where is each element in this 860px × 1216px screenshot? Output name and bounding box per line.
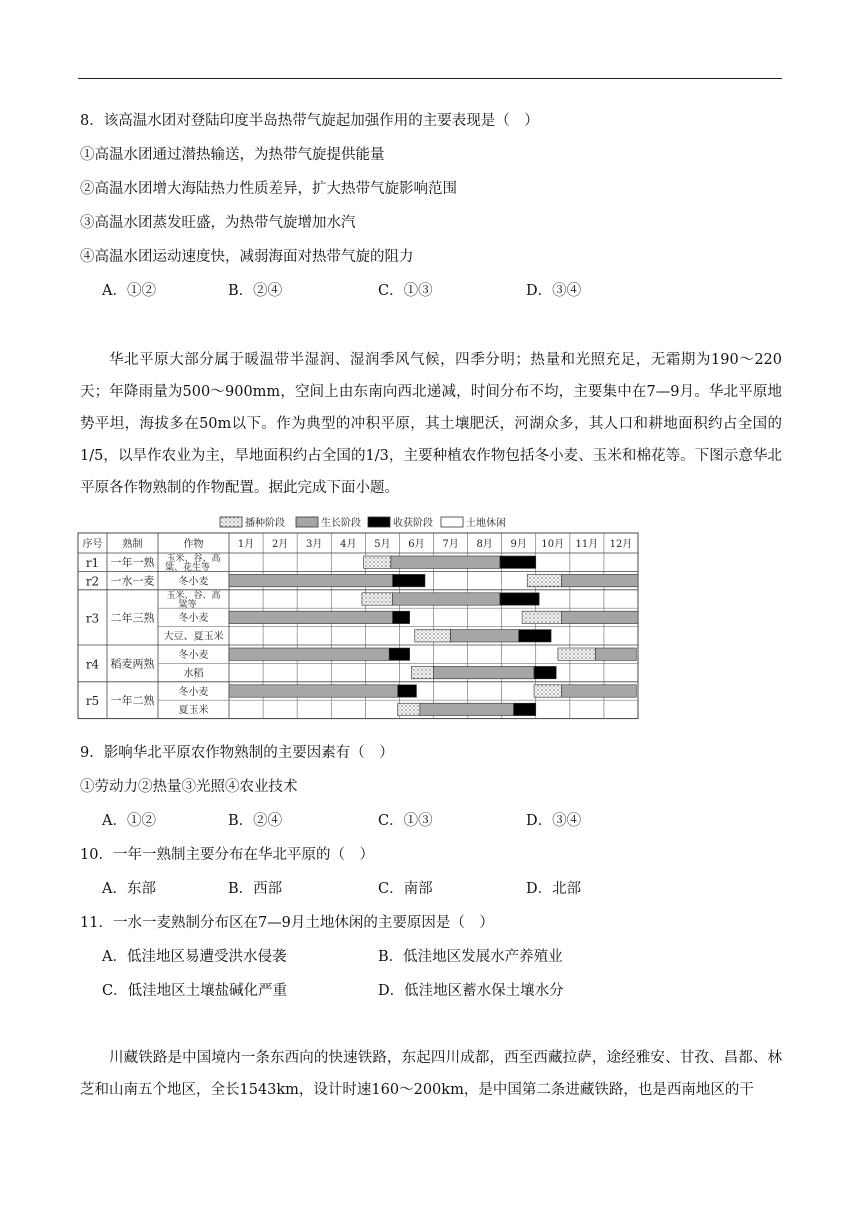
- option-a[interactable]: A．①②: [102, 813, 156, 829]
- question-8-stem: 8．该高温水团对登陆印度半岛热带气旋起加强作用的主要表现是（ ）: [80, 113, 539, 129]
- bar-harvest: [393, 574, 425, 586]
- crop-name: 玉米、谷、高: [166, 590, 221, 601]
- bar-sow: [522, 611, 561, 623]
- crop-name: 粱、花生等: [164, 563, 211, 573]
- month-label: 11月: [575, 539, 599, 550]
- option-a[interactable]: A．①②: [102, 283, 156, 299]
- group-system: 一年二熟: [110, 694, 155, 708]
- group-id: r2: [85, 574, 100, 589]
- group-id: r5: [85, 694, 100, 709]
- question-8-item-4: ④高温水团运动速度快，减弱海面对热带气旋的阻力: [80, 249, 414, 265]
- option-d[interactable]: D．③④: [526, 283, 582, 299]
- month-label: 2月: [271, 539, 289, 550]
- bar-grow: [595, 648, 636, 660]
- bar-harvest: [534, 666, 556, 678]
- legend-swatch-sow: [220, 517, 242, 527]
- group-system: 一水一麦: [110, 574, 155, 588]
- header-0: 序号: [82, 539, 103, 550]
- bar-grow: [229, 574, 393, 586]
- bar-grow: [393, 593, 500, 605]
- bar-grow: [229, 685, 398, 697]
- bar-grow: [229, 611, 393, 623]
- bar-harvest: [500, 593, 539, 605]
- header-1: 熟制: [122, 539, 143, 550]
- bar-grow: [451, 630, 519, 642]
- bar-sow: [527, 574, 561, 586]
- question-8-options: [102, 281, 722, 301]
- bar-grow: [434, 666, 535, 678]
- crop-name: 夏玉米: [178, 705, 209, 717]
- option-b[interactable]: B．西部: [228, 881, 283, 897]
- month-label: 5月: [374, 539, 391, 550]
- bar-harvest: [398, 685, 417, 697]
- bar-sow: [534, 685, 561, 697]
- group-system: 二年三熟: [110, 611, 155, 625]
- legend-label-grow: 生长阶段: [321, 518, 361, 529]
- bar-harvest: [514, 703, 536, 715]
- option-d[interactable]: D．低洼地区蓄水保土壤水分: [378, 983, 564, 999]
- question-8-item-1: ①高温水团通过潜热输送，为热带气旋提供能量: [80, 147, 385, 163]
- month-label: 3月: [306, 539, 323, 550]
- legend-label-harvest: 收获阶段: [393, 518, 433, 529]
- bar-grow: [391, 556, 500, 568]
- crop-name: 冬小麦: [178, 650, 209, 661]
- question-9-options: [102, 811, 722, 831]
- question-11-options-row-1: [102, 947, 722, 967]
- group-id: r1: [85, 556, 100, 571]
- legend-swatch-harvest: [368, 517, 390, 527]
- crop-calendar-figure: [77, 513, 639, 731]
- option-a[interactable]: A．低洼地区易遭受洪水侵袭: [102, 949, 287, 965]
- option-b[interactable]: B．②④: [228, 813, 283, 829]
- bar-sow: [364, 556, 391, 568]
- option-c[interactable]: C．①③: [378, 283, 433, 299]
- crop-name: 冬小麦: [178, 613, 209, 625]
- question-10-options: [102, 879, 722, 899]
- bar-grow: [561, 574, 638, 586]
- bar-grow: [561, 685, 636, 697]
- month-label: 9月: [510, 539, 527, 550]
- crop-name: 粱等: [178, 599, 197, 610]
- option-c[interactable]: C．①③: [378, 813, 433, 829]
- legend-swatch-idle: [441, 517, 463, 527]
- group-system: 一年一熟: [110, 556, 155, 570]
- bar-harvest: [500, 556, 536, 568]
- question-11-options-row-2: [102, 981, 722, 1001]
- bar-grow: [229, 648, 389, 660]
- passage-sichuan-tibet-railway: 川藏铁路是中国境内一条东西向的快速铁路，东起四川成都，西至西藏拉萨，途经雅安、甘孜、昌都、林芝和山南五个地区，全长1543km，设计时速160～200km，是中国第二条进藏铁路，也是西南地区的干: [80, 1050, 782, 1098]
- bar-grow: [561, 611, 638, 623]
- bar-sow: [398, 703, 420, 715]
- option-b[interactable]: B．②④: [228, 283, 283, 299]
- group-id: r3: [85, 611, 100, 626]
- option-c[interactable]: C．低洼地区土壤盐碱化严重: [102, 983, 288, 999]
- bar-sow: [411, 666, 433, 678]
- month-label: 10月: [541, 539, 565, 550]
- legend-label-idle: 土地休闲: [466, 518, 506, 529]
- group-id: r4: [85, 657, 100, 672]
- option-d[interactable]: D．北部: [526, 881, 582, 897]
- header-2: 作物: [183, 539, 204, 550]
- month-label: 4月: [340, 539, 357, 550]
- crop-name: 玉米、谷、高: [166, 554, 221, 564]
- question-9-items: ①劳动力②热量③光照④农业技术: [80, 779, 298, 795]
- bar-harvest: [519, 630, 551, 642]
- month-label: 8月: [476, 539, 493, 550]
- bar-sow: [415, 630, 451, 642]
- crop-name: 冬小麦: [178, 576, 209, 588]
- legend-swatch-grow: [296, 517, 318, 527]
- question-9-stem: 9．影响华北平原农作物熟制的主要因素有（ ）: [80, 745, 394, 761]
- passage-north-china-plain: 华北平原大部分属于暖温带半湿润、湿润季风气候，四季分明；热量和光照充足，无霜期为190～220天；年降雨量为500～900mm，空间上由东南向西北递减，时间分布不均，主要集中在7—9月。华北平原地势平坦，海拔多在50m以下。作为典型的冲积平原，其土壤肥沃，河湖众多，其人口和耕地面积约占全国的1/5，以旱作农业为主，旱地面积约占全国的1/3，主要种植农作物包括冬小麦、玉米和棉花等。下图示意华北平原各作物熟制的作物配置。据此完成下面小题。: [80, 352, 782, 496]
- bar-harvest: [389, 648, 409, 660]
- option-d[interactable]: D．③④: [526, 813, 582, 829]
- month-label: 1月: [237, 539, 255, 550]
- month-label: 6月: [408, 539, 425, 550]
- legend-label-sow: 播种阶段: [245, 518, 285, 529]
- month-label: 12月: [609, 539, 633, 550]
- option-c[interactable]: C．南部: [378, 881, 433, 897]
- bar-grow: [420, 703, 514, 715]
- crop-name: 大豆、夏玉米: [163, 631, 224, 643]
- group-system: 稻麦两熟: [110, 657, 155, 671]
- crop-name: 水稻: [183, 668, 204, 680]
- option-b[interactable]: B．低洼地区发展水产养殖业: [378, 949, 563, 965]
- bar-sow: [362, 593, 393, 605]
- question-8-item-2: ②高温水团增大海陆热力性质差异，扩大热带气旋影响范围: [80, 181, 457, 197]
- month-label: 7月: [442, 539, 459, 550]
- bar-harvest: [393, 611, 410, 623]
- header-rule: [78, 78, 782, 79]
- option-a[interactable]: A．东部: [102, 881, 156, 897]
- crop-name: 冬小麦: [178, 686, 209, 698]
- question-11-stem: 11．一水一麦熟制分布区在7—9月土地休闲的主要原因是（ ）: [80, 915, 494, 931]
- question-8-item-3: ③高温水团蒸发旺盛，为热带气旋增加水汽: [80, 215, 356, 231]
- bar-sow: [558, 648, 595, 660]
- question-10-stem: 10．一年一熟制主要分布在华北平原的（ ）: [80, 847, 374, 863]
